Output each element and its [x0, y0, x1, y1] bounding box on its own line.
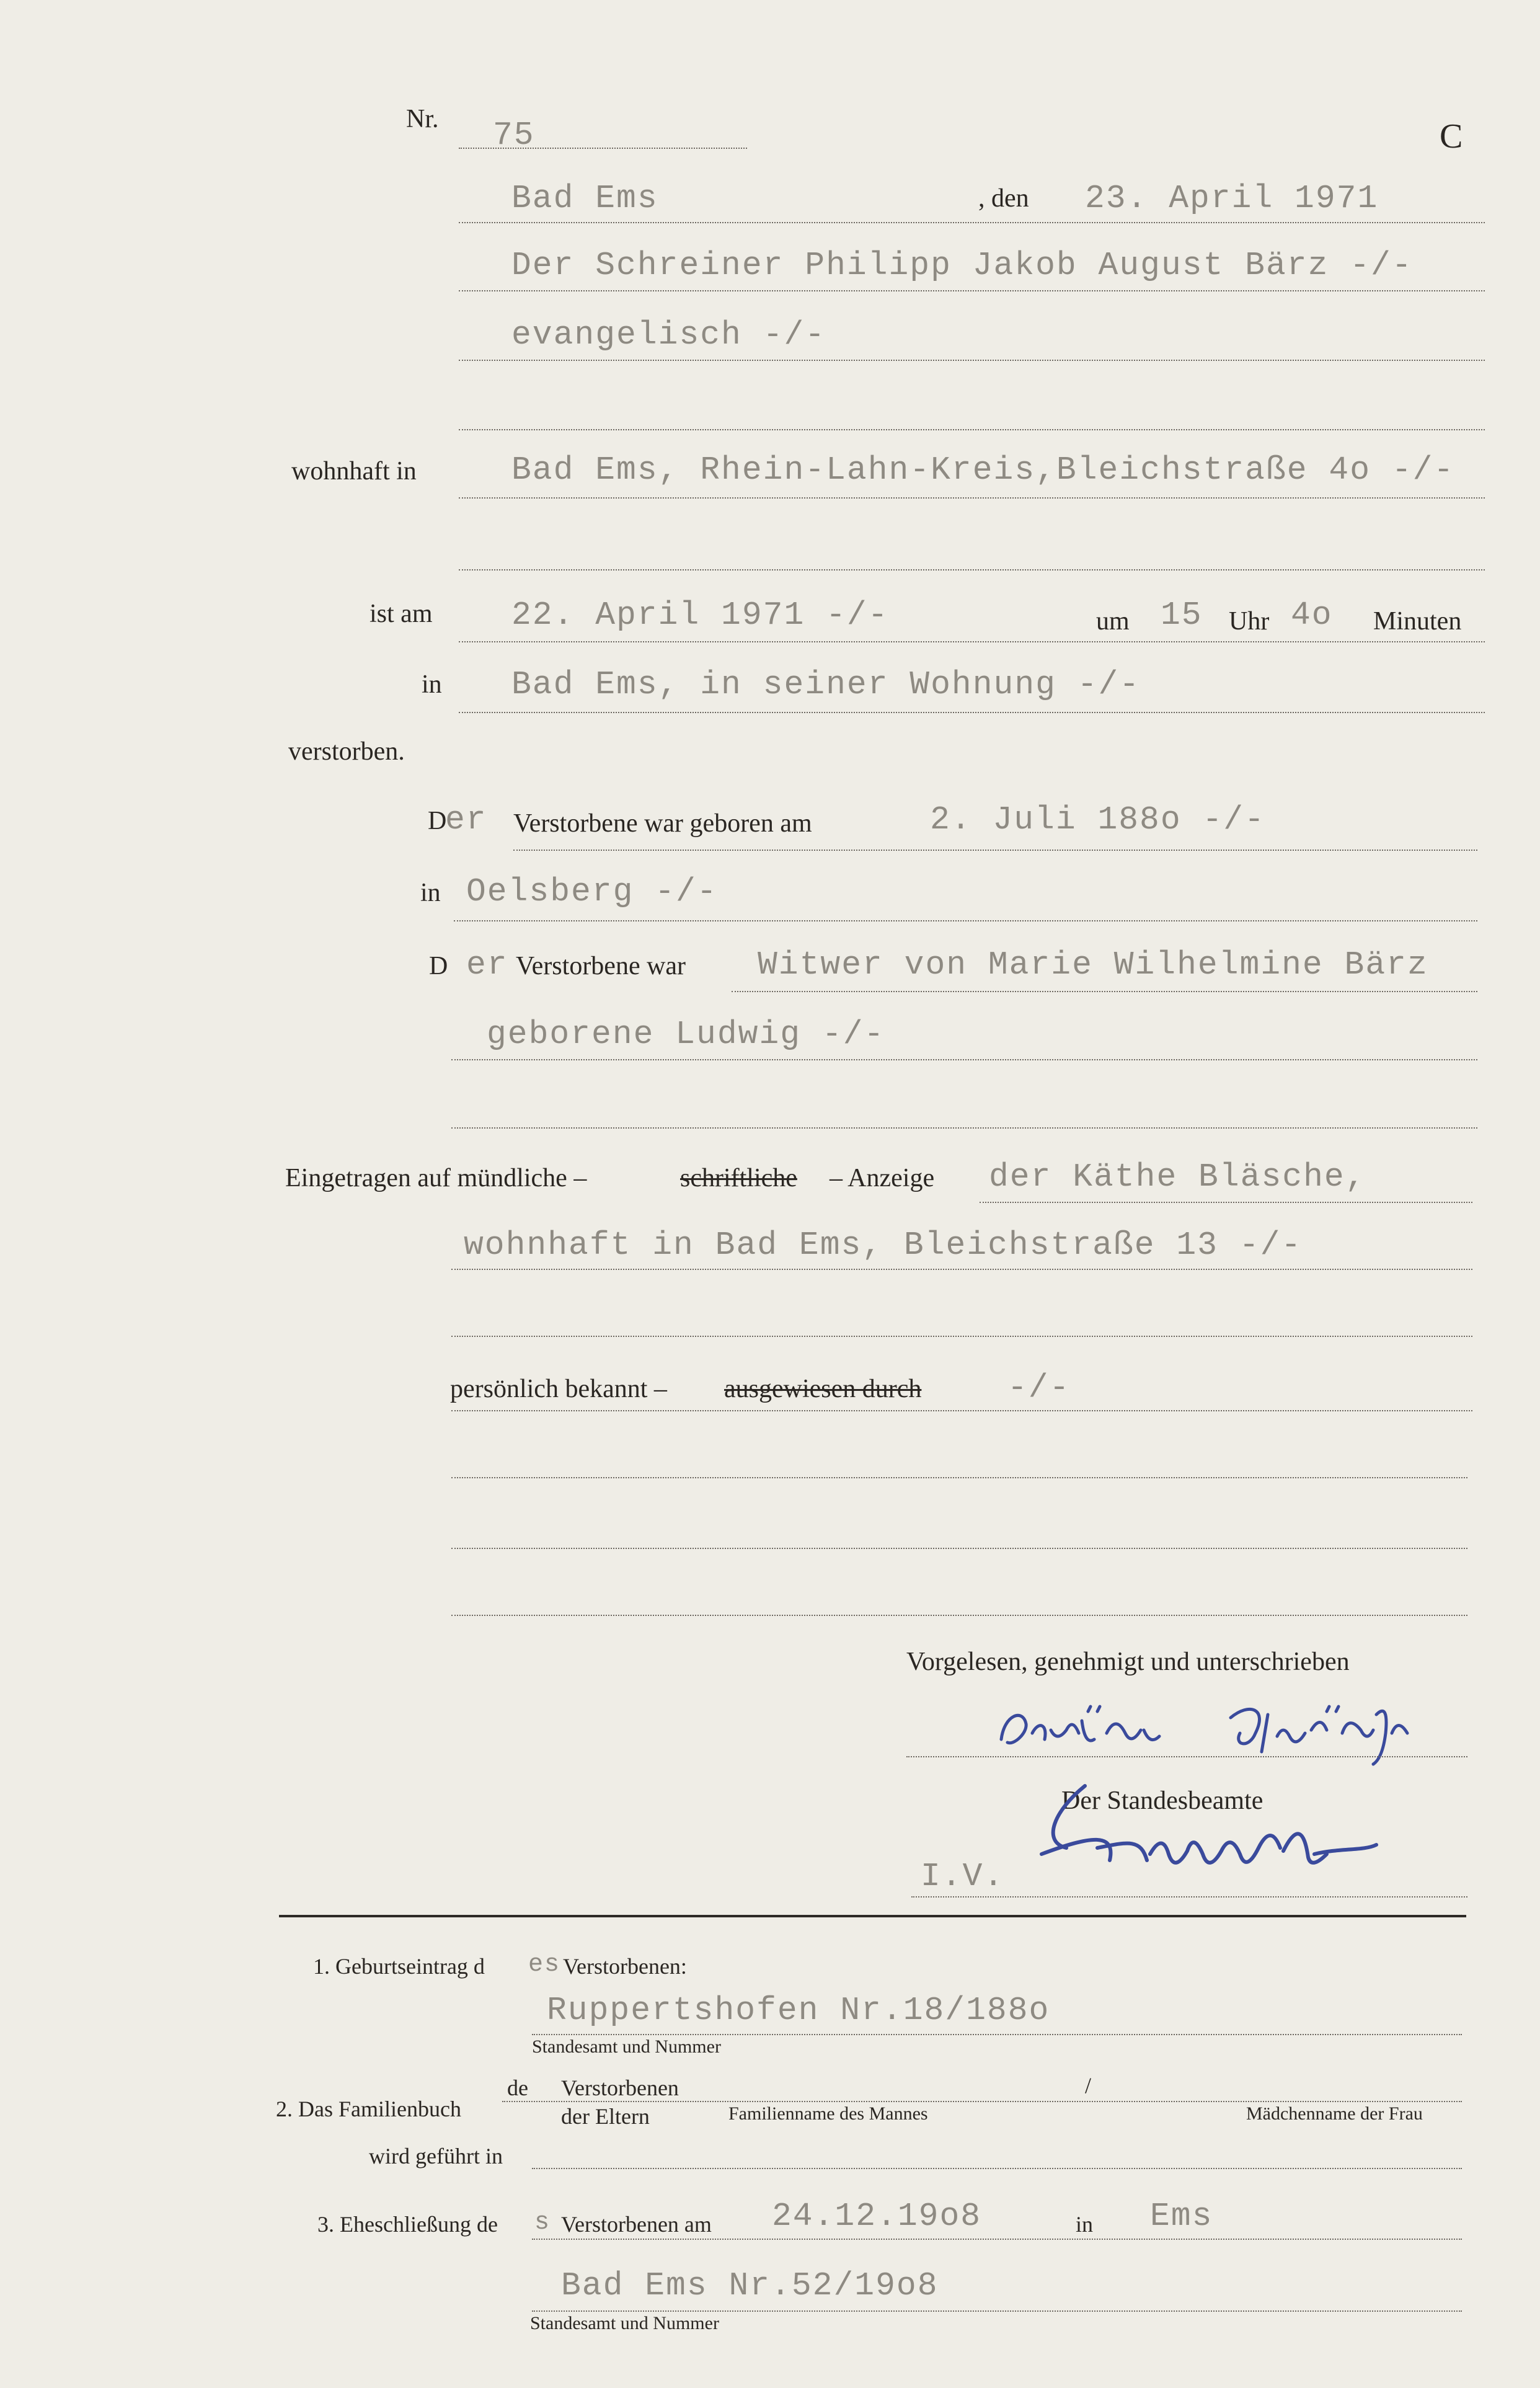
born-label: Verstorbene war geboren am [513, 809, 812, 838]
registration-label-end: – Anzeige [830, 1164, 935, 1192]
status-line-2: geborene Ludwig -/- [487, 1016, 885, 1053]
register-letter: C [1440, 117, 1463, 156]
place-value: Bad Ems [511, 180, 658, 217]
marriage-label-2: Verstorbenen am [561, 2212, 712, 2237]
marriage-place: Ems [1150, 2198, 1213, 2235]
family-de: de [507, 2075, 528, 2100]
died-place: Bad Ems, in seiner Wohnung -/- [511, 666, 1141, 703]
died-in-label: in [422, 670, 442, 699]
blank-line-2 [459, 569, 1485, 570]
informant-line-1-rule [980, 1202, 1472, 1203]
known-label: persönlich bekannt – [450, 1375, 667, 1403]
born-prefix-printed: D [428, 807, 447, 835]
family-husband-label: Familienname des Mannes [728, 2103, 928, 2124]
birth-standesamt-label: Standesamt und Nummer [532, 2036, 721, 2057]
informant-signature-line [906, 1756, 1467, 1757]
status-label: Verstorbene war [516, 952, 686, 980]
blank-line-6 [451, 1548, 1467, 1549]
registrar-signature-ink [1017, 1773, 1389, 1891]
status-line-1: Witwer von Marie Wilhelmine Bärz [758, 946, 1428, 983]
died-place-line [459, 712, 1485, 713]
blank-line-3 [451, 1127, 1477, 1129]
born-line [513, 850, 1477, 851]
known-struck: ausgewiesen durch [724, 1375, 922, 1403]
informant-line-1: der Käthe Bläsche, [989, 1158, 1366, 1196]
residence-label: wohnhaft in [291, 457, 417, 486]
nr-line [459, 148, 747, 149]
minute-value: 4o [1291, 597, 1333, 634]
family-kept-line [532, 2168, 1462, 2169]
family-kept-label: wird geführt in [369, 2144, 503, 2168]
registrar-signature [1017, 1773, 1389, 1891]
family-slash: / [1085, 2073, 1092, 2098]
marriage-in-label: in [1076, 2212, 1094, 2237]
blank-line-5 [451, 1477, 1467, 1478]
religion-value: evangelisch -/- [511, 316, 826, 353]
family-wife-label: Mädchenname der Frau [1246, 2103, 1423, 2124]
status-line-1-rule [732, 991, 1477, 992]
hour-value: 15 [1161, 597, 1203, 634]
known-value: -/- [1007, 1369, 1071, 1406]
place-line [459, 222, 1485, 223]
den-label: , den [978, 184, 1029, 213]
marriage-entry-line [532, 2310, 1462, 2312]
marriage-date: 24.12.19o8 [772, 2198, 982, 2235]
minuten-label: Minuten [1373, 607, 1462, 636]
status-prefix-printed: D [429, 952, 448, 980]
verstorben-label: verstorben. [288, 737, 405, 766]
family-book-label: 2. Das Familienbuch [276, 2097, 461, 2121]
blank-line-1 [459, 429, 1485, 430]
registration-label-start: Eingetragen auf mündliche – [285, 1164, 587, 1192]
died-date: 22. April 1971 -/- [511, 597, 889, 634]
um-label: um [1096, 607, 1130, 636]
born-place: Oelsberg -/- [466, 873, 718, 910]
born-place-line [454, 920, 1477, 921]
informant-signature-ink [989, 1696, 1435, 1764]
deceased-name: Der Schreiner Philipp Jakob August Bärz -/- [511, 247, 1413, 284]
informant-line-2: wohnhaft in Bad Ems, Bleichstraße 13 -/- [464, 1227, 1303, 1264]
birth-entry-line [532, 2034, 1462, 2035]
died-label: ist am [370, 600, 433, 628]
birth-note-label-2: Verstorbenen: [563, 1954, 687, 1979]
born-date: 2. Juli 188o -/- [930, 801, 1265, 838]
name-line [459, 290, 1485, 291]
marriage-s: s [534, 2209, 551, 2237]
status-prefix-typed: er [466, 946, 508, 983]
born-in-label: in [420, 879, 441, 907]
residence-value: Bad Ems, Rhein-Lahn-Kreis,Bleichstraße 4o -/- [511, 451, 1455, 489]
family-verstorbenen: Verstorbenen [561, 2075, 679, 2100]
informant-signature [989, 1696, 1435, 1764]
known-line [451, 1410, 1472, 1411]
born-prefix-typed: er [445, 801, 487, 838]
nr-label: Nr. [406, 105, 439, 133]
blank-line-7 [451, 1615, 1467, 1616]
uhr-label: Uhr [1229, 607, 1270, 636]
residence-line [459, 497, 1485, 499]
blank-line-4 [451, 1336, 1472, 1337]
marriage-standesamt-label: Standesamt und Nummer [530, 2313, 719, 2333]
status-line-2-rule [451, 1059, 1477, 1060]
birth-entry: Ruppertshofen Nr.18/188o [547, 1992, 1050, 2029]
entry-date: 23. April 1971 [1085, 180, 1379, 217]
read-approved-label: Vorgelesen, genehmigt und unterschrieben [906, 1648, 1350, 1676]
marriage-line [532, 2239, 1462, 2240]
birth-note-label: 1. Geburtseintrag d [313, 1954, 485, 1979]
marriage-label: 3. Eheschließung de [317, 2212, 498, 2237]
religion-line [459, 360, 1485, 361]
birth-note-es: es [528, 1951, 561, 1979]
family-de-line [502, 2101, 1462, 2102]
section-divider [279, 1915, 1466, 1917]
marriage-entry: Bad Ems Nr.52/19o8 [561, 2267, 939, 2304]
registrar-label: Der Standesbeamte [1061, 1787, 1263, 1815]
family-eltern: der Eltern [561, 2104, 650, 2129]
registration-label-struck: schriftliche [680, 1164, 797, 1192]
iv-label: I.V. [921, 1858, 1005, 1895]
died-line [459, 641, 1485, 642]
registrar-signature-line [911, 1896, 1467, 1898]
informant-line-2-rule [451, 1269, 1472, 1270]
entry-number: 75 [493, 117, 535, 154]
